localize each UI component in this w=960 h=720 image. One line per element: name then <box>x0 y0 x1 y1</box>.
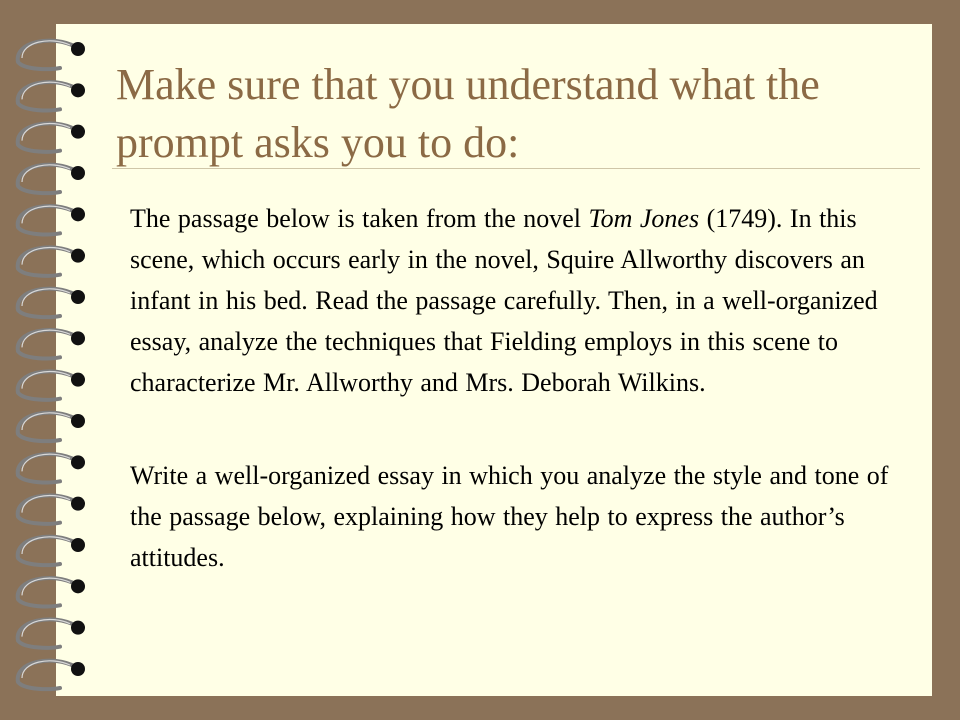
spiral-ring-icon <box>18 289 85 317</box>
spiral-ring-icon <box>18 330 85 358</box>
spiral-ring-icon <box>18 619 85 647</box>
spiral-ring-icon <box>18 578 85 606</box>
spiral-ring-icon <box>18 82 85 110</box>
prompt-paragraph-1 <box>130 198 890 403</box>
slide-body <box>130 198 890 578</box>
paragraph-1-intro: The passage below is taken from the novel <box>130 204 589 233</box>
spiral-ring-icon <box>18 123 85 151</box>
novel-title: Tom Jones <box>588 204 700 233</box>
slide-title: Make sure that you understand what the prompt asks you to do: <box>116 60 820 167</box>
spiral-ring-icon <box>18 495 85 523</box>
spiral-ring-icon <box>18 41 85 69</box>
spiral-ring-icon <box>18 371 85 399</box>
spiral-ring-icon <box>18 661 85 689</box>
prompt-paragraph-2: Write a well-organized essay in which you analyze the style and tone of the passage below, explaining how they help to express the author’s attitudes. <box>130 461 889 572</box>
spiral-ring-icon <box>18 537 85 565</box>
paragraph-1-rest: (1749). In this scene, which occurs early in the novel, Squire Allworthy discovers an infant in his bed. Read the passage carefully. Then, in a well-organized essay, analyze the techniques that Fielding employs in this scene to characterize Mr. Allworthy and Mrs. Deborah Wilkins. <box>130 204 878 397</box>
spiral-ring-icon <box>18 413 85 441</box>
title-divider <box>112 168 920 169</box>
spiral-ring-icon <box>18 454 85 482</box>
spiral-ring-icon <box>18 247 85 275</box>
spiral-ring-icon <box>18 206 85 234</box>
spiral-ring-icon <box>18 165 85 193</box>
